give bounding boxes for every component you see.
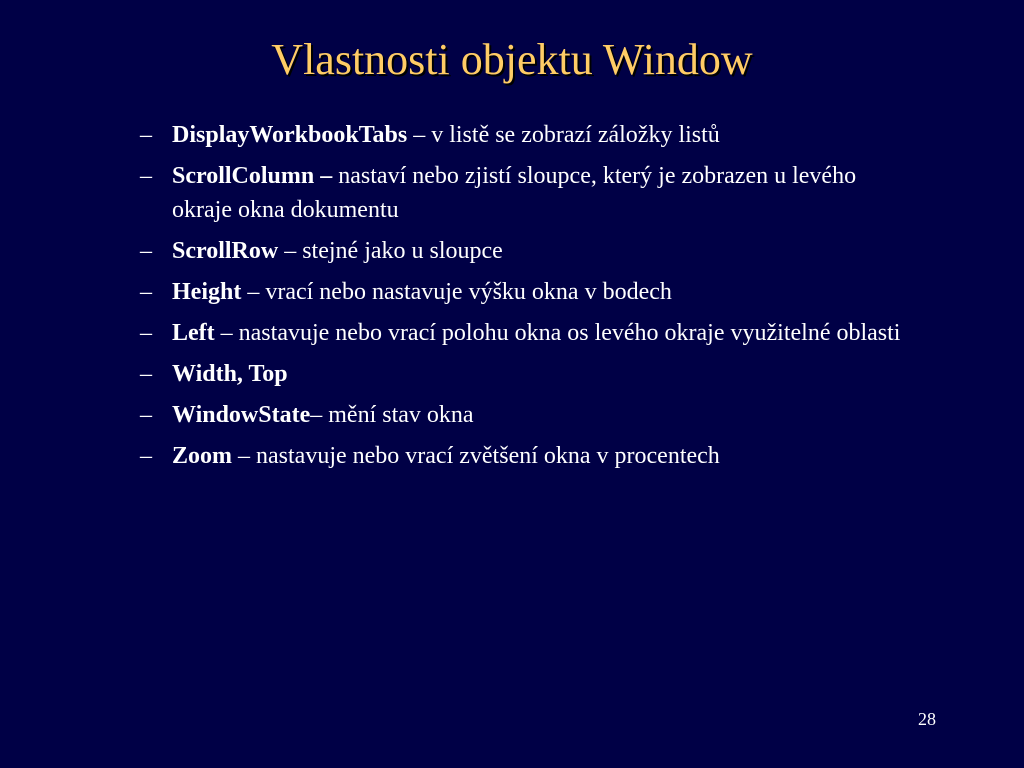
bullet-text: – nastavuje nebo vrací zvětšení okna v procentech [232, 443, 720, 469]
page-number: 28 [918, 709, 936, 729]
bullet-term: Width, Top [172, 361, 288, 387]
bullet-term: ScrollRow [172, 238, 279, 264]
bullet-dash: – [140, 443, 152, 469]
bullet-dash: – [140, 361, 152, 387]
bullet-item [140, 275, 920, 309]
bullet-term: Height [172, 279, 242, 305]
bullet-dash: – [140, 402, 152, 428]
bullet-text: nastaví nebo zjistí sloupce, který je zobrazen u levého okraje okna dokumentu [172, 163, 857, 223]
slide-title: Vlastnosti objektu Window [271, 35, 753, 84]
bullet-item [140, 159, 920, 227]
bullet-text: – v listě se zobrazí záložky listů [407, 122, 720, 148]
bullet-item [140, 357, 920, 391]
bullet-item [140, 439, 920, 473]
bullet-list [140, 118, 920, 480]
bullet-text: – mění stav okna [310, 402, 474, 428]
bullet-dash: – [140, 163, 152, 189]
bullet-dash: – [140, 279, 152, 305]
bullet-dash: – [140, 238, 152, 264]
bullet-term: Zoom [172, 443, 232, 469]
bullet-item [140, 398, 920, 432]
bullet-text: – nastavuje nebo vrací polohu okna os levého okraje využitelné oblasti [214, 320, 901, 346]
bullet-item [140, 118, 920, 152]
bullet-text: – stejné jako u sloupce [278, 238, 503, 264]
bullet-dash: – [140, 320, 152, 346]
bullet-term: ScrollColumn – [172, 163, 333, 189]
bullet-term: WindowState [172, 402, 311, 428]
bullet-term: DisplayWorkbookTabs [172, 122, 408, 148]
bullet-text: – vrací nebo nastavuje výšku okna v bodech [241, 279, 672, 305]
bullet-dash: – [140, 122, 152, 148]
bullet-term: Left [172, 320, 215, 346]
bullet-item [140, 316, 920, 350]
bullet-item [140, 234, 920, 268]
